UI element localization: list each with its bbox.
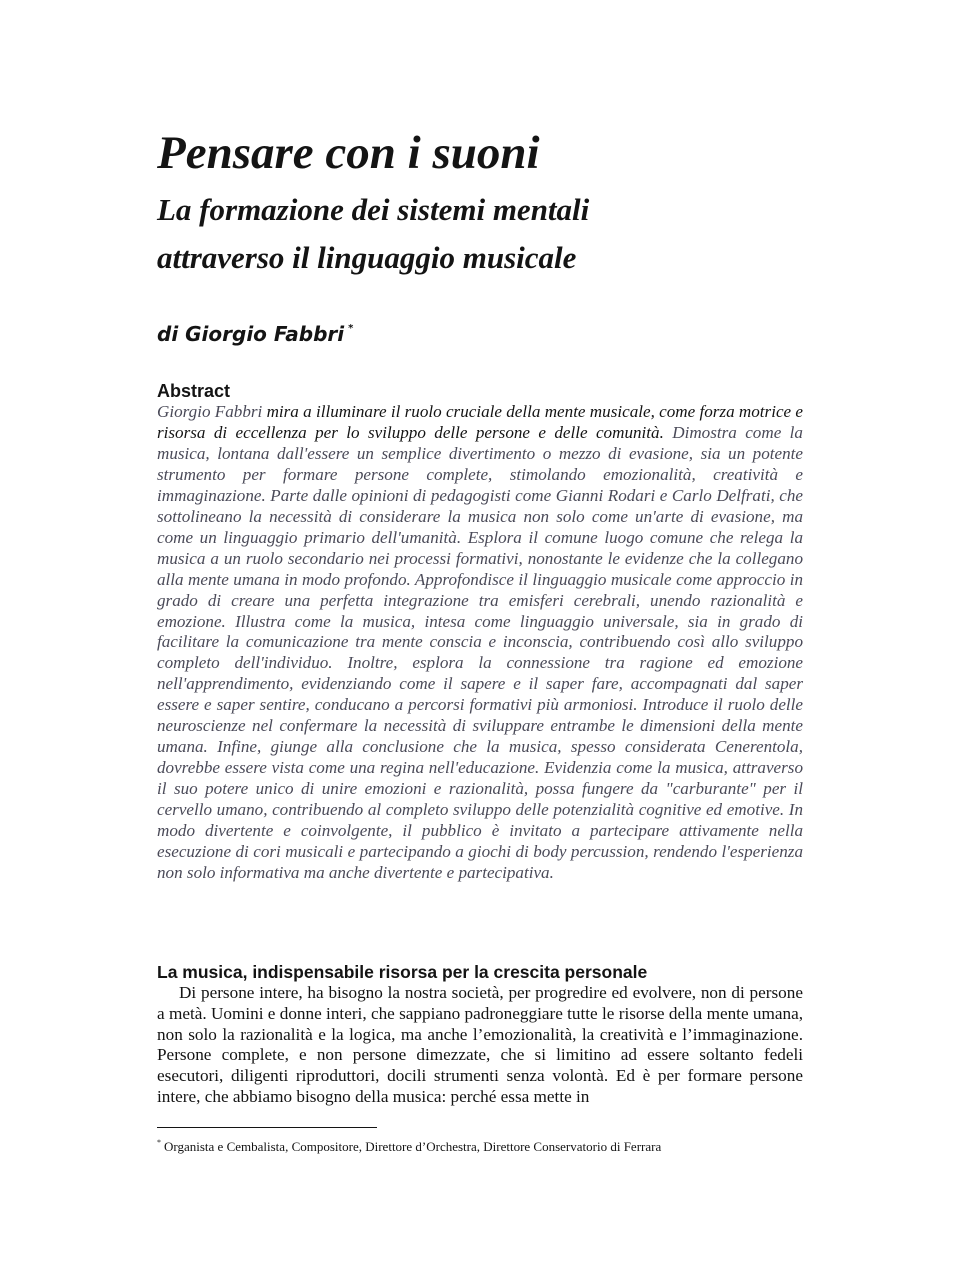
- abstract-body: Dimostra come la musica, lontana dall'essere un semplice divertimento o mezzo di evasione, sia un potente strumento per formare persone complete, stimolando emozionalità, creatività e immaginazione. Parte dalle opinioni di pedagogisti come Gianni Rodari e Carlo Delfrati, che sottolineano la necessità di considerare la musica non solo come un'arte di evasione, ma come un linguaggio primario dell'umanità. Esplora il comune luogo comune che relega la musica a un ruolo secondario nei processi formativi, nonostante le evidenze che la collegano alla mente umana in modo profondo. Approfondisce il linguaggio musicale come approccio in grado di creare una perfetta integrazione tra emisferi cerebrali, unendo razionalità e emozione. Illustra come la musica, intesa come linguaggio universale, sia in grado di facilitare la comunicazione tra mente conscia e inconscia, contribuendo così allo sviluppo completo dell'individuo. Inoltre, esplora la connessione tra ragione ed emozione nell'apprendimento, evidenziando come il sapere e il saper fare, accompagnati dal saper essere e saper sentire, conducano a percorsi formativi più armoniosi. Introduce il ruolo delle neuroscienze nel confermare la necessità di sviluppare entrambe le dimensioni della mente umana. Infine, giunge alla conclusione che la musica, spesso considerata Cenerentola, dovrebbe essere vista come una regina nell'educazione. Evidenzia come la musica, attraverso il suo potere unico di unire emozioni e razionalità, possa fungere da "carburante" per il cervello umano, contribuendo al completo sviluppo delle potenzialità cognitive ed emotive. In modo divertente e coinvolgente, il pubblico è invitato a partecipare attivamente nella esecuzione di cori musicali e partecipando a giochi di body percussion, rendendo l'esperienza non solo informativa ma anche divertente e partecipativa.: [157, 422, 803, 882]
- author-byline: [157, 313, 353, 350]
- subtitle-line-2: attraverso il linguaggio musicale: [157, 240, 577, 275]
- footnote-text: Organista e Cembalista, Compositore, Direttore d’Orchestra, Direttore Conservatorio di Ferrara: [164, 1139, 662, 1154]
- paper-title: Pensare con i suoni: [157, 127, 540, 179]
- section-paragraph: Di persone intere, ha bisogno la nostra società, per progredire ed evolvere, non di persone a metà. Uomini e donne interi, che sappiano padroneggiare tutte le risorse della mente umana, non solo la razionalità e la logica, ma anche l’emozionalità, la creatività e l’immaginazione. Persone complete, e non persone dimezzate, che si limitino ad essere soltanto fedeli esecutori, diligenti riproduttori, docili strumenti senza volontà. Ed è per formare persone intere, che abbiamo bisogno della musica: perché essa mette in: [157, 983, 803, 1106]
- footnote-mark: *: [157, 1138, 161, 1147]
- abstract-lead-name: Giorgio Fabbri: [157, 402, 263, 421]
- abstract-lead-sentence: mira a illuminare il ruolo cruciale della mente musicale, come forza motrice e risorsa di eccellenza per lo sviluppo delle persone e delle comunità.: [157, 402, 803, 442]
- paper-subtitle: [157, 186, 589, 282]
- author-footnote-mark: *: [348, 323, 354, 334]
- footnote-divider: [157, 1127, 377, 1128]
- subtitle-line-1: La formazione dei sistemi mentali: [157, 192, 590, 227]
- abstract-heading: Abstract: [157, 381, 231, 401]
- abstract-text: [157, 402, 803, 884]
- author-name: di Giorgio Fabbri: [157, 322, 345, 346]
- section-heading: La musica, indispensabile risorsa per la crescita personale: [157, 962, 648, 982]
- footnote: [157, 1134, 661, 1156]
